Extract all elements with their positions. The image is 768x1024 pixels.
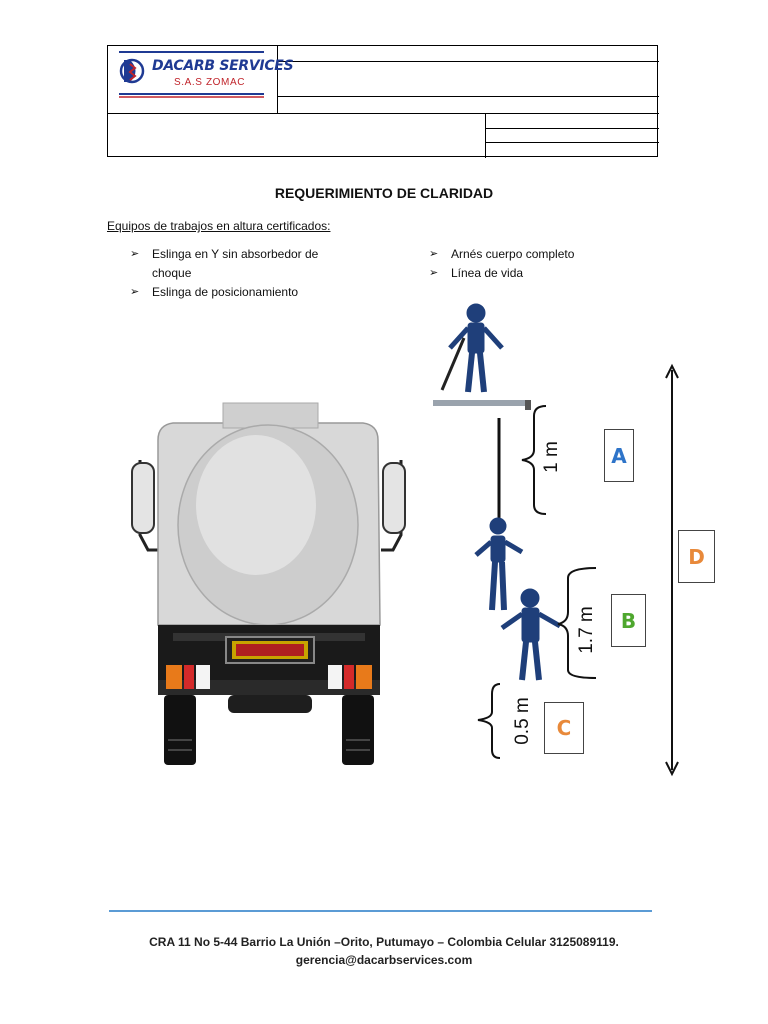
dimension-label-b: 1.7 m [575, 606, 597, 654]
arrow-bullet-icon: ➢ [130, 286, 140, 298]
dimension-label-a: 1 m [540, 441, 562, 473]
label-box-a [604, 429, 634, 482]
header-divider [485, 142, 659, 143]
header-divider [277, 46, 278, 114]
list-item-continuation: choque [152, 266, 192, 280]
page-title: REQUERIMIENTO DE CLARIDAD [274, 185, 494, 201]
header-divider [485, 128, 659, 129]
arrow-bullet-icon: ➢ [429, 267, 439, 279]
list-item: ➢ Línea de vida [451, 264, 523, 283]
header-divider [277, 96, 659, 97]
label-box-d [678, 530, 715, 583]
label-letter-d: D [688, 544, 705, 569]
list-item: ➢ Arnés cuerpo completo [451, 245, 574, 264]
logo-subtitle: S.A.S ZOMAC [174, 77, 246, 88]
logo-name: DACARB SERVICES [152, 58, 294, 74]
label-box-b [611, 594, 646, 647]
label-letter-c: C [556, 716, 572, 740]
section-subtitle: Equipos de trabajos en altura certificados: [107, 219, 331, 233]
header-divider [108, 113, 659, 114]
footer-divider [109, 910, 652, 912]
label-letter-a: A [611, 443, 627, 468]
worker-figure [442, 304, 502, 392]
header-divider [277, 61, 659, 62]
list-item: ➢ Eslinga en Y sin absorbedor de [152, 245, 318, 264]
footer-email: gerencia@dacarbservices.com [295, 953, 473, 967]
label-box-c [544, 702, 584, 754]
list-item: ➢ Eslinga de posicionamiento [152, 283, 298, 302]
worker-figure [502, 589, 560, 680]
arrow-bullet-icon: ➢ [130, 248, 140, 260]
dimension-label-c: 0.5 m [511, 697, 533, 745]
worker-figure [476, 518, 522, 610]
arrow-bullet-icon: ➢ [429, 248, 439, 260]
header-divider [485, 113, 486, 158]
label-letter-b: B [620, 608, 637, 633]
company-logo [108, 46, 294, 113]
tanker-truck-illustration [128, 385, 413, 770]
footer-address: CRA 11 No 5-44 Barrio La Unión –Orito, Putumayo – Colombia Celular 3125089119. [149, 935, 619, 949]
